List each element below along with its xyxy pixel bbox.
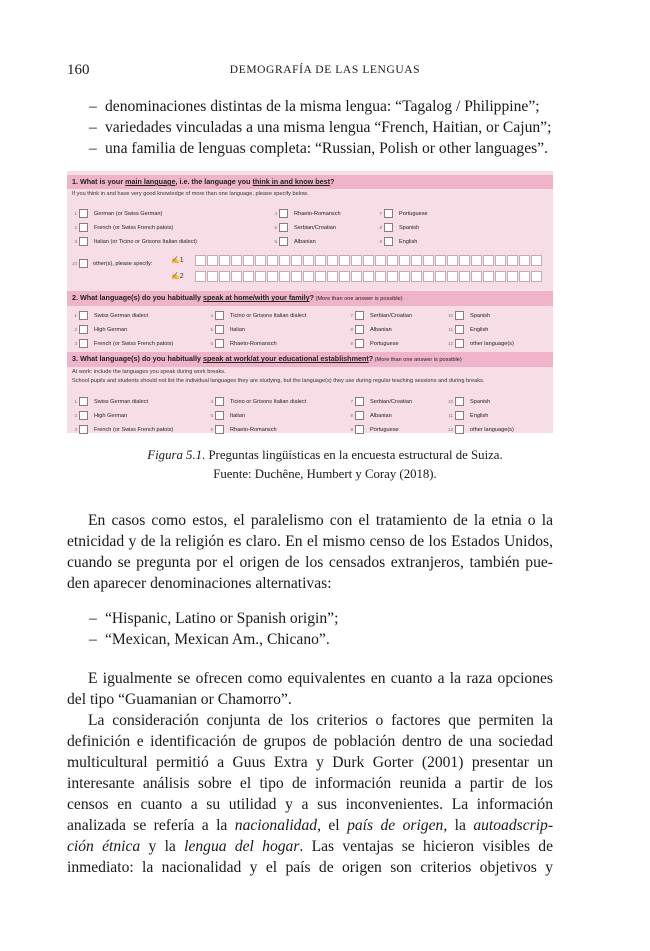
letter-box[interactable] [495,255,506,266]
checkbox[interactable] [79,259,88,268]
language-option[interactable]: 7 Portuguese [379,210,428,217]
checkbox[interactable] [215,339,224,348]
letter-box[interactable] [243,271,254,282]
letter-box[interactable] [375,271,386,282]
checkbox[interactable] [279,209,288,218]
language-option[interactable]: 2 High German [74,326,128,333]
letter-box[interactable] [231,271,242,282]
language-option[interactable]: 9 Portuguese [350,426,399,433]
checkbox[interactable] [355,411,364,420]
letter-box[interactable] [411,271,422,282]
language-option[interactable]: 9 Portuguese [350,340,399,347]
letter-box[interactable] [219,271,230,282]
letter-box[interactable] [423,271,434,282]
letter-box[interactable] [291,255,302,266]
question-1-instructions: If you think in and have very good knowledge of more than one language, please specify below. [72,191,309,197]
checkbox[interactable] [455,397,464,406]
question-3-heading: 3. What language(s) do you habitually speak at work/at your educational establishment? (More than one answer is possible) [67,352,553,367]
letter-box[interactable] [339,271,350,282]
checkbox[interactable] [455,339,464,348]
language-option[interactable]: 6 Rhaeto-Romansch [210,426,277,433]
checkbox[interactable] [279,223,288,232]
checkbox[interactable] [355,339,364,348]
checkbox[interactable] [79,339,88,348]
checkbox[interactable] [215,325,224,334]
question-2-heading: 2. What language(s) do you habitually speak at home/with your family? (More than one answer is possible) [67,291,553,306]
letter-box[interactable] [291,271,302,282]
letter-box[interactable] [363,271,374,282]
language-option[interactable]: 8 Albanian [350,412,392,419]
checkbox[interactable] [355,397,364,406]
letter-box[interactable] [303,255,314,266]
pen-icon: ✍1 [171,257,184,264]
page-number: 160 [67,62,90,78]
letter-box[interactable] [207,271,218,282]
checkbox[interactable] [79,209,88,218]
language-option[interactable]: 12 other language(s) [447,426,514,433]
letter-box[interactable] [459,255,470,266]
checkbox[interactable] [355,325,364,334]
letter-box[interactable] [303,271,314,282]
checkbox[interactable] [79,325,88,334]
paragraph: En casos como estos, el paralelismo con el tratamiento de la etnia o la etnicidad y de la religión es claro. En el mismo censo de los Estados Unidos, cuando se pregunta por el origen de los censados extranjeros, también pue- den aparecer denominaciones alternativas: [67,512,553,592]
letter-box[interactable] [531,255,542,266]
letter-box[interactable] [519,255,530,266]
letter-box[interactable] [363,255,374,266]
language-option[interactable]: 3 French (or Swiss French patois) [74,426,174,433]
letter-box[interactable] [243,255,254,266]
checkbox[interactable] [79,397,88,406]
language-option[interactable]: 1 Swiss German dialect [74,398,149,405]
checkbox[interactable] [384,209,393,218]
checkbox[interactable] [79,425,88,434]
letter-box[interactable] [255,255,266,266]
letter-box[interactable] [195,255,206,266]
paragraph: E igualmente se ofrecen como equivalentes en cuanto a la raza opciones del tipo “Guamanian or Chamorro”. [67,670,553,708]
letter-box[interactable] [375,255,386,266]
language-option[interactable]: 7 Serbian/Croatian [350,312,412,319]
letter-box[interactable] [231,255,242,266]
language-option[interactable]: 2 High German [74,412,128,419]
language-option[interactable]: 7 Serbian/Croatian [350,398,412,405]
figure-source: Fuente: Duchêne, Humbert y Coray (2018). [213,467,437,481]
checkbox[interactable] [355,311,364,320]
letter-box[interactable] [195,271,206,282]
question-3-note: School pupils and students should not list the individual languages they are studying, but the language(s) they use during regular teaching sessions and during breaks. [72,378,485,384]
language-option[interactable]: 4 Ticino or Grisons Italian dialect [210,398,307,405]
checkbox[interactable] [384,223,393,232]
checkbox[interactable] [455,425,464,434]
letter-box[interactable] [279,255,290,266]
letter-box[interactable] [495,271,506,282]
list-item: – denominaciones distintas de la misma lengua: “Tagalog / Philippine”; [89,98,540,115]
language-option[interactable]: 9 English [379,238,418,245]
list-item: – una familia de lenguas completa: “Russian, Polish or other languages”. [89,140,549,157]
checkbox[interactable] [279,237,288,246]
letter-box[interactable] [447,255,458,266]
letter-box[interactable] [507,255,518,266]
letter-box[interactable] [399,271,410,282]
language-option[interactable]: 5 Italian [210,412,245,419]
letter-box[interactable] [459,271,470,282]
question-3-note: At work: include the languages you speak during work breaks. [72,369,226,375]
checkbox[interactable] [215,397,224,406]
language-option[interactable]: 11 English [448,326,489,333]
list-item: – variedades vinculadas a una misma lengua “French, Haitian, or Cajun”; [89,119,552,136]
language-option[interactable]: 4 Rhaeto-Romansch [274,210,341,217]
middle-list [89,608,569,650]
letter-box[interactable] [399,255,410,266]
paragraph: La consideración conjunta de los criterios o factores que permiten la definición e identificación de grupos de población dentro de una sociedad multicultural permitió a Guus Extra y Durk Gorter (2001) presentar un interesante análisis sobre el tipo de información reunida a partir de los censos en cuanto a su utilidad y a sus inconvenientes. La información analizada se refería a la nacionalidad, el país de origen, la autoadscrip- ción étnica y la lengua del hogar. Las ventajas se hicieron visibles de inmediato: la nacionalidad y el país de origen son criterios objetivos y [67,712,554,876]
letter-box[interactable] [267,255,278,266]
letter-box[interactable] [435,271,446,282]
letter-box[interactable] [531,271,542,282]
figure-caption: Figura 5.1. Preguntas lingüísticas en la encuesta estructural de Suiza. [147,448,503,462]
language-option[interactable]: 12 other language(s) [447,340,514,347]
letter-box[interactable] [207,255,218,266]
write-in-grid[interactable] [195,255,543,266]
letter-box[interactable] [327,271,338,282]
language-option[interactable]: 8 Albanian [350,326,392,333]
language-option[interactable]: 5 Serbian/Croatian [274,224,336,231]
language-option[interactable]: 10 Spanish [447,398,491,405]
list-item: – “Mexican, Mexican Am., Chicano”. [89,631,330,648]
letter-box[interactable] [327,255,338,266]
letter-box[interactable] [315,255,326,266]
language-option[interactable]: 6 Albanian [274,238,316,245]
letter-box[interactable] [387,255,398,266]
letter-box[interactable] [255,271,266,282]
checkbox[interactable] [455,411,464,420]
letter-box[interactable] [423,255,434,266]
checkbox[interactable] [215,311,224,320]
letter-box[interactable] [519,271,530,282]
running-title: DEMOGRAFÍA DE LAS LENGUAS [229,64,421,76]
language-option[interactable]: 3 Italian (or Ticino or Grisons Italian dialect) [74,238,197,245]
language-option[interactable]: 11 English [448,412,489,419]
letter-box[interactable] [351,271,362,282]
list-item: – “Hispanic, Latino or Spanish origin”; [89,610,339,627]
letter-box[interactable] [507,271,518,282]
checkbox[interactable] [455,325,464,334]
language-option[interactable]: 1 German (or Swiss German) [74,210,163,217]
checkbox[interactable] [79,237,88,246]
language-option[interactable]: 1 Swiss German dialect [74,312,149,319]
checkbox[interactable] [215,425,224,434]
top-list [89,96,569,159]
language-option[interactable]: 2 French (or Swiss French patois) [74,224,174,231]
letter-box[interactable] [219,255,230,266]
language-option[interactable]: 4 Ticino or Grisons Italian dialect [210,312,307,319]
language-option[interactable]: 10 Spanish [447,312,491,319]
language-option[interactable]: 3 French (or Swiss French patois) [74,340,174,347]
letter-box[interactable] [351,255,362,266]
letter-box[interactable] [447,271,458,282]
checkbox[interactable] [455,311,464,320]
pen-icon: ✍2 [171,273,184,280]
language-option[interactable]: 5 Italian [210,326,245,333]
other-specify-option[interactable]: 10 other(s), please specify: [71,260,153,267]
language-option[interactable]: 6 Rhaeto-Romansch [210,340,277,347]
checkbox[interactable] [384,237,393,246]
checkbox[interactable] [79,223,88,232]
checkbox[interactable] [79,411,88,420]
write-in-grid[interactable] [195,271,543,282]
letter-box[interactable] [387,271,398,282]
question-1-heading: 1. What is your main language, i.e. the language you think in and know best? [67,175,553,189]
letter-box[interactable] [435,255,446,266]
letter-box[interactable] [471,255,482,266]
checkbox[interactable] [79,311,88,320]
census-questionnaire-figure [67,171,553,433]
letter-box[interactable] [315,271,326,282]
language-option[interactable]: 8 Spanish [379,224,420,231]
letter-box[interactable] [267,271,278,282]
letter-box[interactable] [483,271,494,282]
letter-box[interactable] [483,255,494,266]
checkbox[interactable] [215,411,224,420]
checkbox[interactable] [355,425,364,434]
letter-box[interactable] [339,255,350,266]
letter-box[interactable] [411,255,422,266]
letter-box[interactable] [279,271,290,282]
letter-box[interactable] [471,271,482,282]
